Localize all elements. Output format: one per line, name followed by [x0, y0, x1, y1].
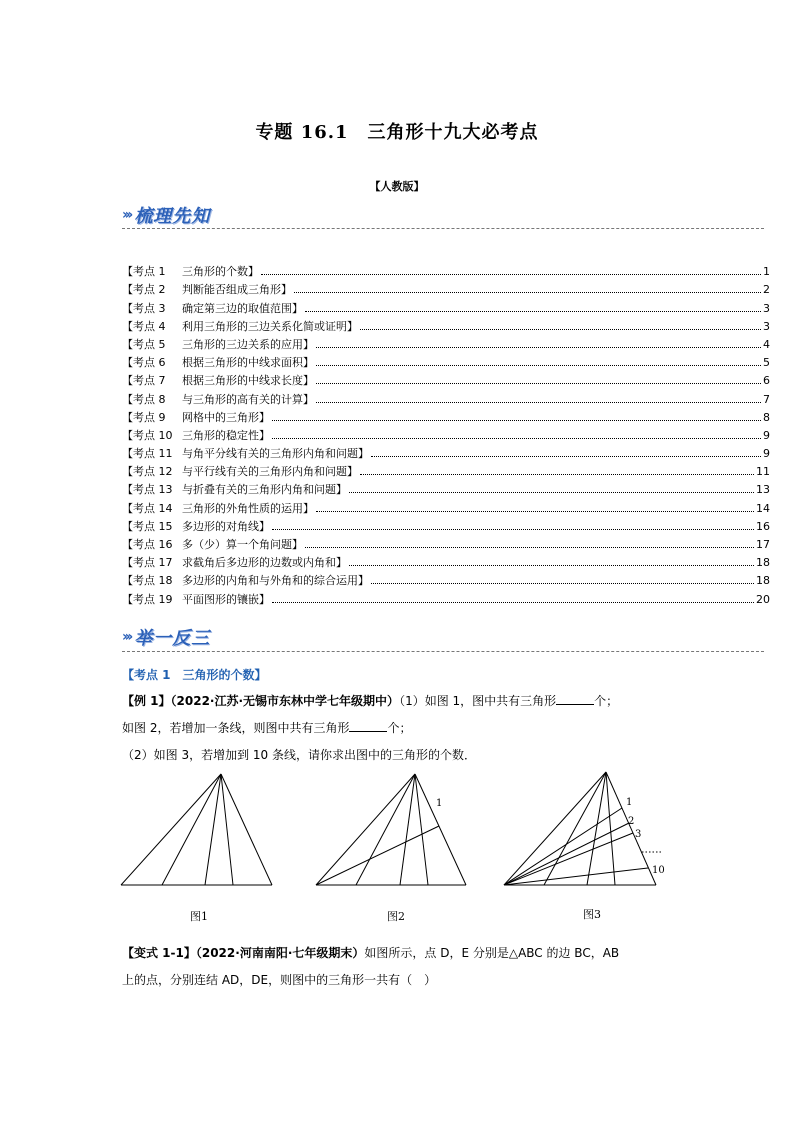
- section-heading: 【考点 1 三角形的个数】: [122, 668, 267, 682]
- toc-leader-dots: [360, 474, 754, 475]
- toc-entry-title: 判断能否组成三角形】: [182, 283, 292, 297]
- fig1-cevian: [221, 774, 233, 885]
- edition-label: 【人教版】: [369, 180, 425, 193]
- toc-page-number: 17: [756, 538, 770, 551]
- example-line-1: [122, 694, 772, 708]
- toc-leader-dots: [294, 292, 761, 293]
- answer-blank[interactable]: [556, 694, 594, 705]
- toc-page-number: 16: [756, 519, 770, 533]
- toc-entry[interactable]: [122, 496, 770, 514]
- toc-entry-number: 【考点 3: [122, 301, 166, 315]
- toc-entry-number: 【考点 10: [122, 428, 173, 442]
- toc-entry-number: 【考点 13: [122, 483, 173, 497]
- toc-leader-dots: [305, 547, 754, 548]
- toc-leader-dots: [272, 438, 761, 439]
- fig2-cevian: [415, 774, 428, 885]
- toc-entry-number: 【考点 6: [122, 356, 166, 370]
- toc-entry[interactable]: [122, 551, 770, 569]
- toc-page-number: 9: [763, 428, 770, 442]
- toc-page-number: 3: [763, 301, 770, 315]
- fig3-label-2: 2: [628, 816, 635, 827]
- fig1-side: [221, 774, 272, 885]
- toc-entry-number: 【考点 7: [122, 374, 166, 388]
- toc-entry-title: 根据三角形的中线求面积】: [182, 356, 314, 370]
- example-text: 个；: [594, 694, 619, 708]
- toc-entry-title: 根据三角形的中线求长度】: [182, 374, 314, 388]
- toc-entry-number: 【考点 17: [122, 556, 173, 570]
- toc-leader-dots: [349, 565, 754, 566]
- toc-leader-dots: [316, 511, 754, 512]
- toc-entry-number: 【考点 4: [122, 319, 166, 333]
- toc-page-number: 11: [756, 465, 770, 479]
- example-line-3: （2）如图 3，若增加到 10 条线，请你求出图中的三角形的个数．: [122, 748, 476, 762]
- toc-entry[interactable]: [122, 278, 770, 296]
- toc-entry-title: 三角形的三边关系的应用】: [182, 337, 314, 351]
- toc-entry-number: 【考点 16: [122, 538, 173, 551]
- toc-entry[interactable]: [122, 333, 770, 351]
- toc-entry-title: 利用三角形的三边关系化简或证明】: [182, 319, 358, 333]
- toc-leader-dots: [360, 329, 761, 330]
- divider: [122, 651, 764, 652]
- toc-leader-dots: [371, 456, 761, 457]
- fig1-cevian: [205, 774, 221, 885]
- toc-entry-title: 平面图形的镶嵌】: [182, 592, 270, 606]
- toc-entry-title: 确定第三边的取值范围】: [182, 301, 303, 315]
- toc-entry-title: 与角平分线有关的三角形内角和问题】: [182, 447, 369, 461]
- toc-entry-number: 【考点 19: [122, 592, 173, 606]
- toc-entry-number: 【考点 18: [122, 574, 173, 588]
- section-banner-overview: [122, 202, 210, 228]
- variant-source: （2022·河南南阳·七年级期末）: [195, 946, 365, 960]
- toc-entry[interactable]: [122, 369, 770, 387]
- fig3-label-1: 1: [626, 797, 633, 808]
- toc-entry-number: 【考点 12: [122, 465, 173, 479]
- toc-page-number: 5: [763, 356, 770, 370]
- example-text: 个；: [387, 721, 412, 735]
- toc-entry[interactable]: [122, 478, 770, 496]
- toc-page-number: 6: [763, 374, 770, 388]
- toc-entry-number: 【考点 14: [122, 501, 173, 515]
- toc-entry[interactable]: [122, 533, 770, 551]
- answer-blank[interactable]: [349, 721, 387, 732]
- toc-page-number: 14: [756, 501, 770, 515]
- toc-page-number: 9: [763, 447, 770, 461]
- toc-entry[interactable]: [122, 460, 770, 478]
- example-line-2: [122, 721, 772, 735]
- variant-tag: 【变式 1-1】: [122, 946, 196, 960]
- example-text: （1）如图 1，图中共有三角形: [399, 694, 557, 708]
- toc-entry-title: 多边形的内角和与外角和的综合运用】: [182, 574, 369, 588]
- toc-page-number: 18: [756, 574, 770, 588]
- toc-leader-dots: [349, 492, 754, 493]
- table-of-contents: [122, 260, 770, 606]
- toc-leader-dots: [261, 274, 761, 275]
- toc-entry-title: 三角形的稳定性】: [182, 428, 270, 442]
- triple-arrow-icon: ›››: [122, 629, 131, 645]
- toc-page-number: 7: [763, 392, 770, 406]
- toc-page-number: 1: [763, 265, 770, 279]
- fig2-cevian: [400, 774, 415, 885]
- toc-entry[interactable]: [122, 587, 770, 605]
- figure-1: [121, 774, 272, 885]
- toc-entry-title: 与三角形的高有关的计算】: [182, 392, 314, 406]
- divider: [122, 228, 764, 229]
- toc-entry[interactable]: [122, 315, 770, 333]
- toc-entry[interactable]: [122, 424, 770, 442]
- fig2-side: [316, 774, 415, 885]
- toc-entry[interactable]: [122, 296, 770, 314]
- example-source: （2022·江苏·无锡市东林中学七年级期中）: [170, 694, 400, 708]
- variant-line-2: 上的点，分别连结 AD，DE，则图中的三角形一共有（ ）: [122, 973, 437, 987]
- toc-entry[interactable]: [122, 406, 770, 424]
- toc-entry-number: 【考点 8: [122, 392, 166, 406]
- toc-entry-title: 网格中的三角形】: [182, 410, 270, 424]
- toc-entry[interactable]: [122, 260, 770, 278]
- toc-entry-title: 与平行线有关的三角形内角和问题】: [182, 465, 358, 479]
- toc-entry-title: 多（少）算一个角问题】: [182, 538, 303, 551]
- toc-entry[interactable]: [122, 569, 770, 587]
- toc-leader-dots: [316, 402, 761, 403]
- toc-entry-title: 多边形的对角线】: [182, 519, 270, 533]
- toc-page-number: 4: [763, 337, 770, 351]
- variant-line-1: [122, 946, 772, 960]
- fig3-label-3: 3: [635, 829, 642, 840]
- toc-entry[interactable]: [122, 387, 770, 405]
- figure-2-caption: 图2: [387, 910, 405, 923]
- figure-3-caption: 图3: [583, 908, 601, 921]
- toc-page-number: 8: [763, 410, 770, 424]
- toc-entry[interactable]: [122, 515, 770, 533]
- fig2-line-label: 1: [436, 798, 443, 809]
- figure-1-caption: 图1: [190, 910, 208, 923]
- example-tag: 【例 1】: [122, 694, 171, 708]
- section-banner-practice: [122, 624, 210, 650]
- toc-entry-title: 与折叠有关的三角形内角和问题】: [182, 483, 347, 497]
- toc-page-number: 13: [756, 483, 770, 497]
- toc-page-number: 3: [763, 319, 770, 333]
- page-title: 专题 16.1 三角形十九大必考点: [255, 122, 539, 143]
- toc-entry-number: 【考点 11: [122, 447, 173, 461]
- toc-entry-title: 三角形的个数】: [182, 265, 259, 279]
- toc-leader-dots: [272, 602, 754, 603]
- figures: [112, 768, 682, 928]
- toc-entry-number: 【考点 1: [122, 265, 166, 279]
- toc-entry-number: 【考点 15: [122, 519, 173, 533]
- figure-3: [504, 772, 656, 885]
- figure-2: [316, 774, 466, 885]
- toc-entry-title: 求截角后多边形的边数或内角和】: [182, 556, 347, 570]
- fig2-side: [415, 774, 466, 885]
- toc-page-number: 2: [763, 283, 770, 297]
- fig2-added-line: [316, 826, 439, 885]
- toc-entry[interactable]: [122, 442, 770, 460]
- fig3-label-10: 10: [652, 865, 665, 876]
- example-text: 如图 2，若增加一条线，则图中共有三角形: [122, 721, 350, 735]
- toc-page-number: 18: [756, 556, 770, 570]
- banner-title: 梳理先知: [134, 206, 211, 227]
- banner-title: 举一反三: [134, 628, 211, 649]
- toc-page-number: 20: [756, 592, 770, 606]
- variant-text: 如图所示，点 D，E 分别是△ABC 的边 BC，AB: [364, 946, 620, 960]
- toc-leader-dots: [272, 529, 754, 530]
- toc-entry[interactable]: [122, 351, 770, 369]
- fig3-line-2: [504, 823, 629, 885]
- toc-entry-number: 【考点 9: [122, 410, 166, 424]
- toc-entry-number: 【考点 5: [122, 337, 166, 351]
- toc-entry-number: 【考点 2: [122, 283, 166, 297]
- toc-leader-dots: [305, 311, 761, 312]
- toc-leader-dots: [272, 420, 761, 421]
- toc-leader-dots: [371, 583, 754, 584]
- toc-leader-dots: [316, 365, 761, 366]
- triple-arrow-icon: ›››: [122, 207, 131, 223]
- toc-entry-title: 三角形的外角性质的运用】: [182, 501, 314, 515]
- toc-leader-dots: [316, 347, 761, 348]
- toc-leader-dots: [316, 383, 761, 384]
